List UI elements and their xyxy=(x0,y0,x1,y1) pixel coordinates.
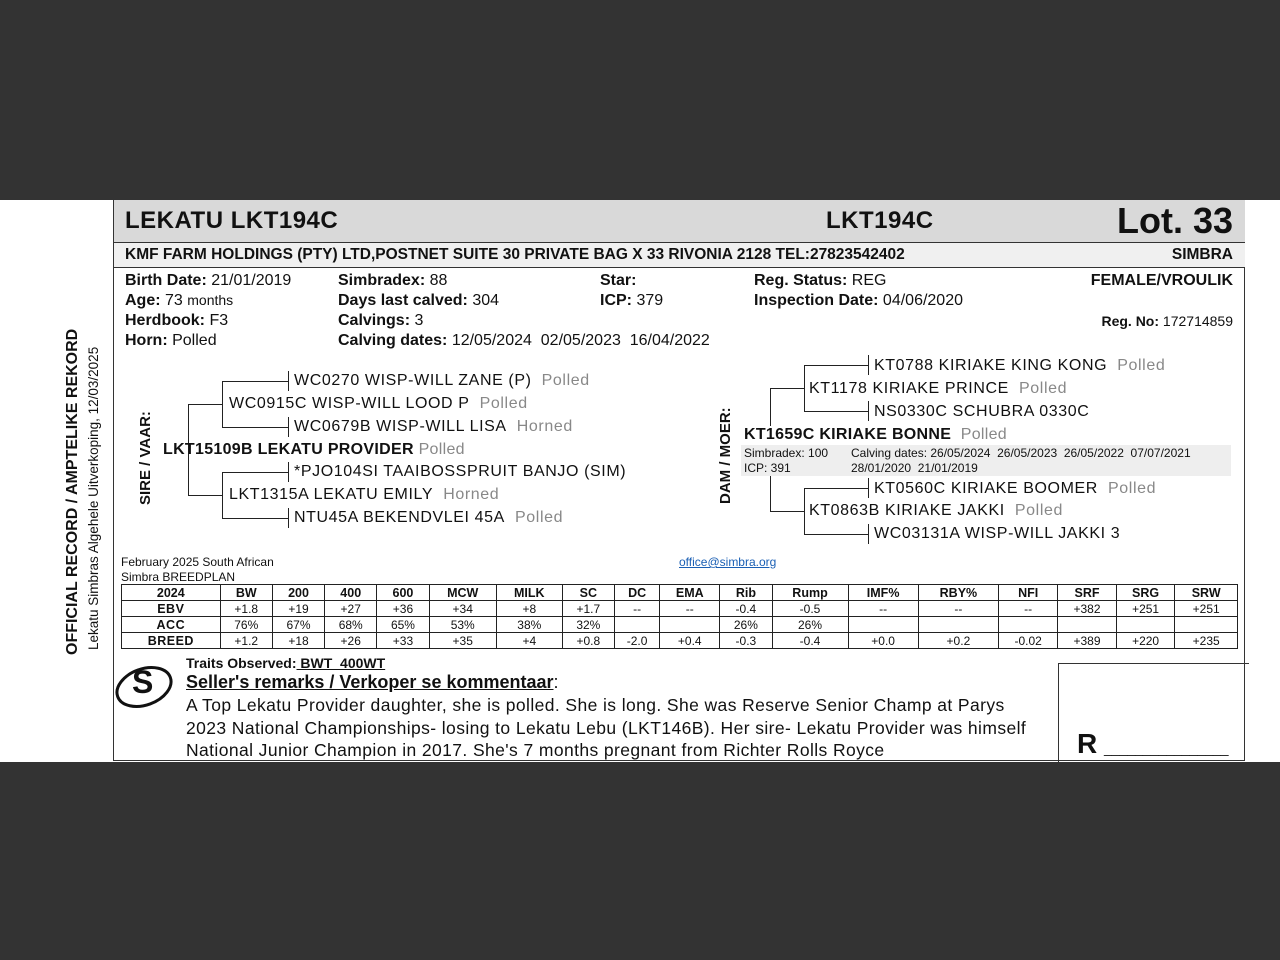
dam-calving-dates-cont: 28/01/2020 21/01/2019 xyxy=(851,461,978,475)
dam-dam-sire: KT0560C KIRIAKE BOOMER Polled xyxy=(874,480,1157,497)
table-cell: 26% xyxy=(772,617,848,633)
sire-sire-dam: WC0679B WISP-WILL LISA Horned xyxy=(294,418,573,435)
table-cell xyxy=(918,617,998,633)
dam-dam: KT0863B KIRIAKE JAKKI Polled xyxy=(809,502,1063,519)
column-header: IMF% xyxy=(848,585,918,601)
row-header: ACC xyxy=(122,617,221,633)
sire-label: SIRE / VAAR: xyxy=(137,411,154,505)
lot-header xyxy=(114,200,1245,243)
table-cell: +18 xyxy=(272,633,324,649)
table-cell: +251 xyxy=(1116,601,1175,617)
breedplan-line2: Simbra BREEDPLAN xyxy=(121,570,236,584)
column-header: SRG xyxy=(1116,585,1175,601)
birth-date: Birth Date: 21/01/2019 xyxy=(125,272,292,289)
breedplan-line1: February 2025 South African xyxy=(121,555,274,569)
official-record-title: OFFICIAL RECORD / AMPTELIKE REKORD xyxy=(64,328,81,655)
price-box xyxy=(1058,663,1249,762)
icp: ICP: 379 xyxy=(600,292,664,309)
table-cell: 68% xyxy=(325,617,377,633)
dam-line xyxy=(804,488,805,534)
price-currency: R xyxy=(1077,728,1098,759)
dam-icp: ICP: 391 xyxy=(744,461,791,475)
table-cell: 26% xyxy=(720,617,772,633)
sire-line xyxy=(288,508,289,528)
column-header: Rump xyxy=(772,585,848,601)
table-cell: -- xyxy=(918,601,998,617)
table-cell xyxy=(660,617,720,633)
table-cell: 65% xyxy=(377,617,429,633)
sire-line xyxy=(222,427,288,428)
column-header: 600 xyxy=(377,585,429,601)
star: Star: xyxy=(600,272,637,289)
table-cell: +251 xyxy=(1175,601,1238,617)
table-cell: -0.4 xyxy=(772,633,848,649)
dam-sire-sire: KT0788 KIRIAKE KING KONG Polled xyxy=(874,357,1166,374)
dam-line xyxy=(770,476,771,511)
email-link[interactable]: office@simbra.org xyxy=(679,555,777,569)
animal-code: LKT194C xyxy=(826,207,934,234)
simbradex: Simbradex: 88 xyxy=(338,272,448,289)
seller-logo-icon xyxy=(113,660,175,712)
table-cell: +1.2 xyxy=(220,633,272,649)
table-cell: -0.3 xyxy=(720,633,772,649)
inspection-date: Inspection Date: 04/06/2020 xyxy=(754,292,963,309)
table-cell: 76% xyxy=(220,617,272,633)
column-header: EMA xyxy=(660,585,720,601)
dam-line xyxy=(868,524,869,544)
column-header: MCW xyxy=(429,585,496,601)
column-header: SC xyxy=(562,585,614,601)
column-header: 200 xyxy=(272,585,324,601)
dam-line xyxy=(868,401,869,421)
owner-bar xyxy=(114,243,1245,268)
dam-dam-dam: WC03131A WISP-WILL JAKKI 3 xyxy=(874,525,1121,542)
table-cell: -0.02 xyxy=(999,633,1058,649)
herdbook: Herdbook: F3 xyxy=(125,312,229,329)
reg-status: Reg. Status: REG xyxy=(754,272,887,289)
row-header: EBV xyxy=(122,601,221,617)
dam-line xyxy=(770,388,771,426)
sire-line xyxy=(222,472,288,473)
column-header: 400 xyxy=(325,585,377,601)
sire-dam-dam: NTU45A BEKENDVLEI 45A Polled xyxy=(294,509,564,526)
table-cell: +389 xyxy=(1058,633,1117,649)
sire-line xyxy=(188,404,222,405)
sire-sire-sire: WC0270 WISP-WILL ZANE (P) Polled xyxy=(294,372,590,389)
table-cell: -0.4 xyxy=(720,601,772,617)
dam-label: DAM / MOER: xyxy=(717,407,734,504)
sale-subtitle: Lekatu Simbras Algehele Uitverkoping, 12/03/2025 xyxy=(86,346,101,650)
animal-name: LEKATU LKT194C xyxy=(125,207,339,234)
table-cell: +0.8 xyxy=(562,633,614,649)
table-cell: -0.5 xyxy=(772,601,848,617)
calvings: Calvings: 3 xyxy=(338,312,424,329)
table-cell: 38% xyxy=(496,617,562,633)
column-header: DC xyxy=(614,585,659,601)
calving-dates: Calving dates: 12/05/2024 02/05/2023 16/04/2022 xyxy=(338,332,710,349)
dam-line xyxy=(804,365,805,411)
table-row-breed xyxy=(122,633,1238,649)
sire-dam-sire: *PJO104SI TAAIBOSSPRUIT BANJO (SIM) xyxy=(294,463,627,480)
column-header: Rib xyxy=(720,585,772,601)
owner-details: KMF FARM HOLDINGS (PTY) LTD,POSTNET SUITE 30 PRIVATE BAG X 33 RIVONIA 2128 TEL:27823542402 xyxy=(125,246,905,263)
table-cell: +0.4 xyxy=(660,633,720,649)
sire-line xyxy=(288,371,289,391)
table-row-acc xyxy=(122,617,1238,633)
table-cell xyxy=(848,617,918,633)
table-cell: -2.0 xyxy=(614,633,659,649)
traits-observed: Traits Observed: BWT 400WT xyxy=(186,655,386,671)
table-cell: +220 xyxy=(1116,633,1175,649)
age: Age: 73 months xyxy=(125,292,234,309)
table-cell: +4 xyxy=(496,633,562,649)
dam-line xyxy=(868,355,869,375)
ebv-table xyxy=(121,584,1238,649)
dam-sire: KT1178 KIRIAKE PRINCE Polled xyxy=(809,380,1068,397)
table-cell: +27 xyxy=(325,601,377,617)
column-header: NFI xyxy=(999,585,1058,601)
table-cell xyxy=(1175,617,1238,633)
table-cell: 53% xyxy=(429,617,496,633)
table-cell: +36 xyxy=(377,601,429,617)
table-cell xyxy=(1116,617,1175,633)
dam-line xyxy=(804,365,868,366)
sire: LKT15109B LEKATU PROVIDER Polled xyxy=(163,441,465,458)
table-cell xyxy=(1058,617,1117,633)
days-last-calved: Days last calved: 304 xyxy=(338,292,500,309)
lot-number: Lot. 33 xyxy=(1116,200,1233,241)
column-header: 2024 xyxy=(122,585,221,601)
dam-line xyxy=(804,411,868,412)
table-cell: +8 xyxy=(496,601,562,617)
remarks-heading: Seller's remarks / Verkoper se kommentaar: xyxy=(186,672,559,692)
column-header: MILK xyxy=(496,585,562,601)
table-cell: +34 xyxy=(429,601,496,617)
table-cell: -- xyxy=(848,601,918,617)
s-logo-letter: S xyxy=(132,664,154,700)
row-header: BREED xyxy=(122,633,221,649)
table-row-ebv xyxy=(122,601,1238,617)
column-header: SRW xyxy=(1175,585,1238,601)
sex: FEMALE/VROULIK xyxy=(1090,272,1233,289)
sire-line xyxy=(288,417,289,437)
remarks-text: A Top Lekatu Provider daughter, she is polled. She is long. She was Reserve Senior Champ at Parys 2023 National Championships- losing to Lekatu Lebu (LKT146B). Her sire- Lekatu Provider was himself National Junior Champion in 2017. She's 7 months pregnant from Richter Rolls Royce xyxy=(186,695,1027,760)
table-cell: 32% xyxy=(562,617,614,633)
dam: KT1659C KIRIAKE BONNE Polled xyxy=(744,426,1008,443)
dam-line xyxy=(804,488,868,489)
table-cell: -- xyxy=(660,601,720,617)
price-blank: ________________ xyxy=(1104,740,1229,756)
sire-line xyxy=(188,495,222,496)
sire-line xyxy=(222,381,288,382)
table-cell: -- xyxy=(999,601,1058,617)
dam-line xyxy=(770,388,804,389)
dam-simbradex: Simbradex: 100 xyxy=(744,446,829,460)
dam-line xyxy=(770,511,804,512)
sire-line xyxy=(222,518,288,519)
table-cell xyxy=(614,617,659,633)
sire-line xyxy=(222,381,223,427)
sire-dam: LKT1315A LEKATU EMILY Horned xyxy=(229,486,500,503)
table-cell: +235 xyxy=(1175,633,1238,649)
table-cell: +0.2 xyxy=(918,633,998,649)
table-cell: 67% xyxy=(272,617,324,633)
dam-calving-dates: Calving dates: 26/05/2024 26/05/2023 26/05/2022 07/07/2021 xyxy=(851,446,1191,460)
table-cell: -- xyxy=(614,601,659,617)
horn-status: Horn: Polled xyxy=(125,332,217,349)
column-header: RBY% xyxy=(918,585,998,601)
sire-line xyxy=(222,472,223,518)
table-cell xyxy=(999,617,1058,633)
column-header: BW xyxy=(220,585,272,601)
column-header: SRF xyxy=(1058,585,1117,601)
dam-line xyxy=(804,534,868,535)
table-cell: +1.7 xyxy=(562,601,614,617)
table-cell: +382 xyxy=(1058,601,1117,617)
sire-line xyxy=(288,462,289,482)
table-cell: +26 xyxy=(325,633,377,649)
breed-label: SIMBRA xyxy=(1171,246,1233,263)
table-cell: +1.8 xyxy=(220,601,272,617)
table-cell: +35 xyxy=(429,633,496,649)
table-cell: +0.0 xyxy=(848,633,918,649)
table-cell: +19 xyxy=(272,601,324,617)
sire-sire: WC0915C WISP-WILL LOOD P Polled xyxy=(229,395,528,412)
table-header-row xyxy=(122,585,1238,601)
reg-no: Reg. No: 172714859 xyxy=(1101,313,1233,329)
dam-sire-dam: NS0330C SCHUBRA 0330C xyxy=(874,403,1090,420)
dam-line xyxy=(868,478,869,498)
table-cell: +33 xyxy=(377,633,429,649)
